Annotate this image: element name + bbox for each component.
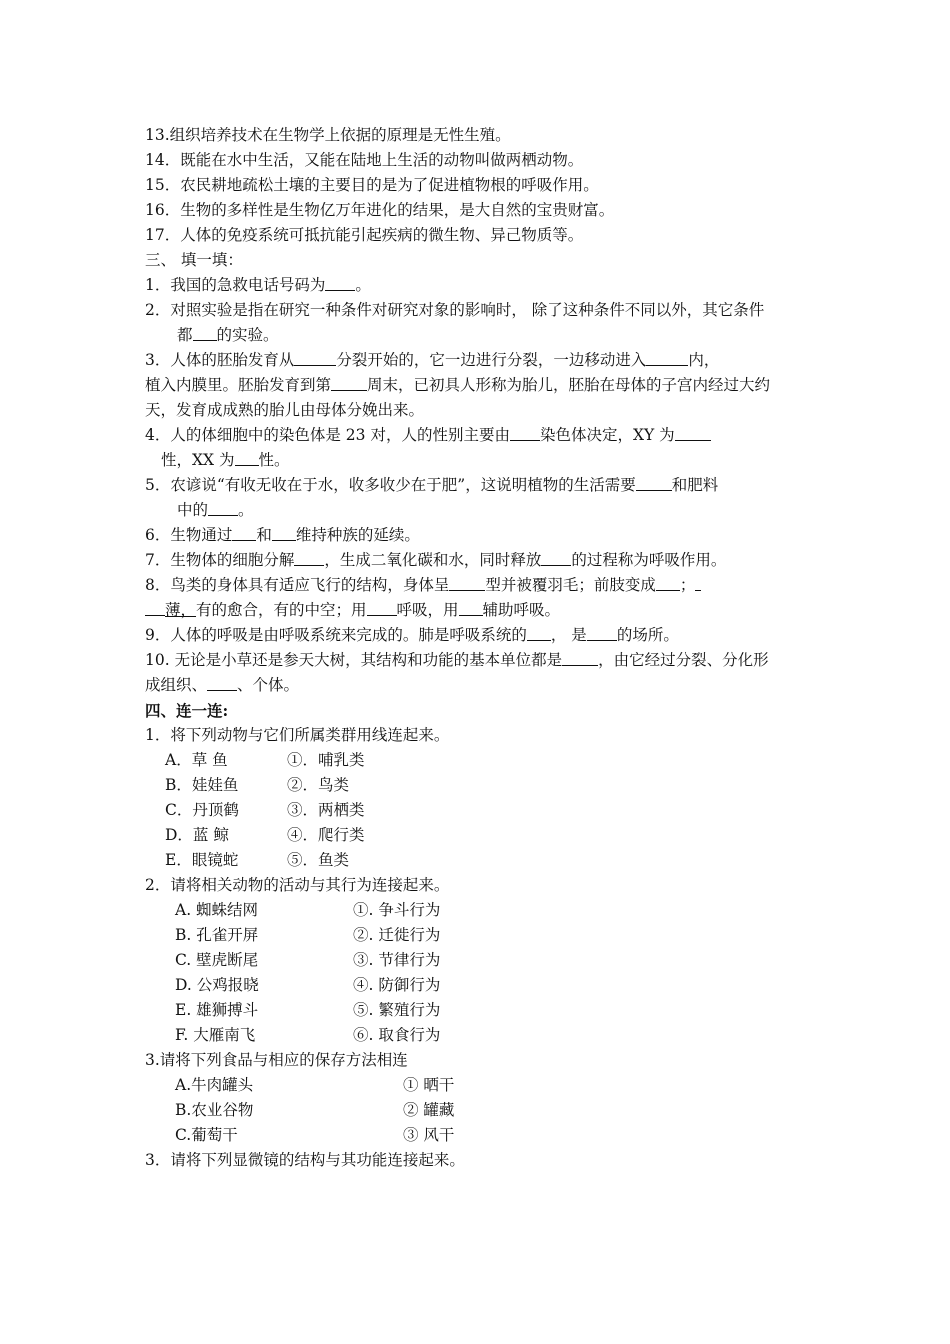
match-left-item[interactable]: B.农业谷物	[175, 1101, 254, 1119]
fill-question-8-line-1: 8．鸟类的身体具有适应飞行的结构，身体呈 型并被覆羽毛；前肢变成 ；	[145, 573, 815, 598]
match-question-3-list	[145, 1073, 815, 1148]
match-question-2-list	[145, 898, 815, 1048]
match-right-item[interactable]: ③ 风干	[403, 1126, 455, 1144]
answer-blank[interactable]	[294, 349, 336, 366]
match-right-item[interactable]: ②．鸟类	[287, 776, 350, 794]
match-left-item[interactable]: C. 壁虎断尾	[175, 951, 259, 969]
answer-blank[interactable]	[695, 574, 701, 591]
match-row	[145, 973, 815, 998]
match-question-1-title: 1．将下列动物与它们所属类群用线连起来。	[145, 726, 450, 744]
match-left-item[interactable]: A. 蜘蛛结网	[175, 901, 259, 919]
match-right-item[interactable]: ①．哺乳类	[287, 751, 365, 769]
match-right-item[interactable]: ②. 迁徙行为	[353, 926, 441, 944]
fill-question-6: 6．生物通过 和 维持种族的延续。	[145, 526, 420, 544]
answer-blank[interactable]	[675, 424, 711, 441]
tf-item-13: 13.组织培养技术在生物学上依据的原理是无性生殖。	[145, 126, 511, 144]
match-row	[145, 923, 815, 948]
answer-blank[interactable]	[193, 324, 217, 341]
match-row	[145, 1123, 815, 1148]
match-right-item[interactable]: ③. 节律行为	[353, 951, 441, 969]
fill-question-1: 1．我国的急救电话号码为 。	[145, 276, 371, 294]
match-right-item[interactable]: ④．爬行类	[287, 826, 365, 844]
answer-blank[interactable]	[646, 349, 688, 366]
fill-question-2-line-1: 2．对照实验是指在研究一种条件对研究对象的影响时， 除了这种条件不同以外，其它条件	[145, 301, 765, 319]
fill-question-8-line-2: 薄，有的愈合，有的中空；用 呼吸，用 辅助呼吸。	[145, 598, 815, 623]
match-right-item[interactable]: ⑤．鱼类	[287, 851, 350, 869]
match-left-item[interactable]: D．蓝 鲸	[165, 826, 229, 844]
match-question-1-list	[145, 748, 815, 873]
match-row	[145, 998, 815, 1023]
match-left-item[interactable]: A.牛肉罐头	[175, 1076, 254, 1094]
answer-blank[interactable]	[232, 524, 256, 541]
answer-blank[interactable]	[367, 599, 397, 616]
tf-item-15: 15．农民耕地疏松土壤的主要目的是为了促进植物根的呼吸作用。	[145, 176, 599, 194]
fill-question-5-line-1: 5．农谚说“有收无收在于水，收多收少在于肥”，这说明植物的生活需要 和肥料	[145, 476, 719, 494]
fill-question-2-line-2: 都 的实验。	[177, 326, 279, 344]
match-question-3-title: 3.请将下列食品与相应的保存方法相连	[145, 1051, 408, 1069]
answer-blank[interactable]	[449, 574, 485, 591]
answer-blank[interactable]	[459, 599, 483, 616]
answer-blank[interactable]	[272, 524, 296, 541]
answer-blank[interactable]	[527, 624, 551, 641]
match-right-item[interactable]: ①. 争斗行为	[353, 901, 441, 919]
match-row	[145, 748, 815, 773]
match-question-2-title: 2．请将相关动物的活动与其行为连接起来。	[145, 876, 450, 894]
match-left-item[interactable]: C.葡萄干	[175, 1126, 238, 1144]
tf-item-14: 14．既能在水中生活，又能在陆地上生活的动物叫做两栖动物。	[145, 151, 584, 169]
fill-question-10-line-1: 10. 无论是小草还是参天大树，其结构和功能的基本单位都是 ，由它经过分裂、分化形	[145, 651, 769, 669]
match-row	[145, 1073, 815, 1098]
match-left-item[interactable]: A．草 鱼	[165, 751, 228, 769]
match-right-item[interactable]: ③．两栖类	[287, 801, 365, 819]
answer-blank[interactable]	[208, 499, 238, 516]
fill-question-5-line-2: 中的 。	[177, 501, 254, 519]
answer-blank[interactable]	[331, 374, 367, 391]
fill-question-7: 7．生物体的细胞分解 ，生成二氧化碳和水，同时释放 的过程称为呼吸作用。	[145, 551, 727, 569]
match-row	[145, 798, 815, 823]
match-left-item[interactable]: C．丹顶鹤	[165, 801, 239, 819]
match-row	[145, 1098, 815, 1123]
answer-blank[interactable]	[294, 549, 324, 566]
match-row	[145, 823, 815, 848]
match-right-item[interactable]: ② 罐藏	[403, 1101, 455, 1119]
answer-blank[interactable]	[145, 599, 165, 616]
section-3-title: 三、 填一填：	[145, 251, 243, 269]
answer-blank[interactable]	[207, 674, 237, 691]
fill-question-4-line-1: 4．人的体细胞中的染色体是 23 对，人的性别主要由 染色体决定，XY 为	[145, 423, 815, 448]
match-right-item[interactable]: ⑤. 繁殖行为	[353, 1001, 441, 1019]
match-row	[145, 1023, 815, 1048]
answer-blank[interactable]	[562, 649, 598, 666]
section-4-title: 四、连一连:	[145, 701, 229, 720]
match-right-item[interactable]: ⑥. 取食行为	[353, 1026, 441, 1044]
fill-question-3-line-3: 天，发育成成熟的胎儿由母体分娩出来。	[145, 401, 425, 419]
fill-question-3-line-2: 植入内膜里。胚胎发育到第 周末，已初具人形称为胎儿，胚胎在母体的子宫内经过大约	[145, 376, 771, 394]
match-left-item[interactable]: F. 大雁南飞	[175, 1026, 256, 1044]
match-left-item[interactable]: B．娃娃鱼	[165, 776, 239, 794]
answer-blank[interactable]	[587, 624, 617, 641]
tf-item-16: 16．生物的多样性是生物亿万年进化的结果，是大自然的宝贵财富。	[145, 201, 615, 219]
fill-question-3-line-1: 3．人体的胚胎发育从 分裂开始的，它一边进行分裂，一边移动进入 内，	[145, 351, 720, 369]
answer-blank[interactable]	[636, 474, 672, 491]
match-row	[145, 848, 815, 873]
fill-question-4-line-2: 性，XX 为 性。	[161, 451, 290, 469]
match-row	[145, 948, 815, 973]
answer-blank[interactable]	[541, 549, 571, 566]
match-row	[145, 898, 815, 923]
match-left-item[interactable]: E．眼镜蛇	[165, 851, 239, 869]
match-right-item[interactable]: ① 晒干	[403, 1076, 455, 1094]
match-left-item[interactable]: B. 孔雀开屏	[175, 926, 259, 944]
match-question-4-title: 3．请将下列显微镜的结构与其功能连接起来。	[145, 1151, 465, 1169]
fill-question-9: 9．人体的呼吸是由呼吸系统来完成的。肺是呼吸系统的 ， 是 的场所。	[145, 626, 679, 644]
match-right-item[interactable]: ④. 防御行为	[353, 976, 441, 994]
tf-item-17: 17．人体的免疫系统可抵抗能引起疾病的微生物、异己物质等。	[145, 226, 584, 244]
document-content	[145, 123, 815, 1173]
answer-blank[interactable]	[510, 424, 540, 441]
match-row	[145, 773, 815, 798]
answer-blank[interactable]	[325, 274, 355, 291]
answer-blank[interactable]	[656, 574, 680, 591]
match-left-item[interactable]: E. 雄狮搏斗	[175, 1001, 259, 1019]
match-left-item[interactable]: D. 公鸡报晓	[175, 976, 259, 994]
answer-blank[interactable]	[235, 449, 259, 466]
fill-question-10-line-2: 成组织、 、个体。	[145, 676, 300, 694]
